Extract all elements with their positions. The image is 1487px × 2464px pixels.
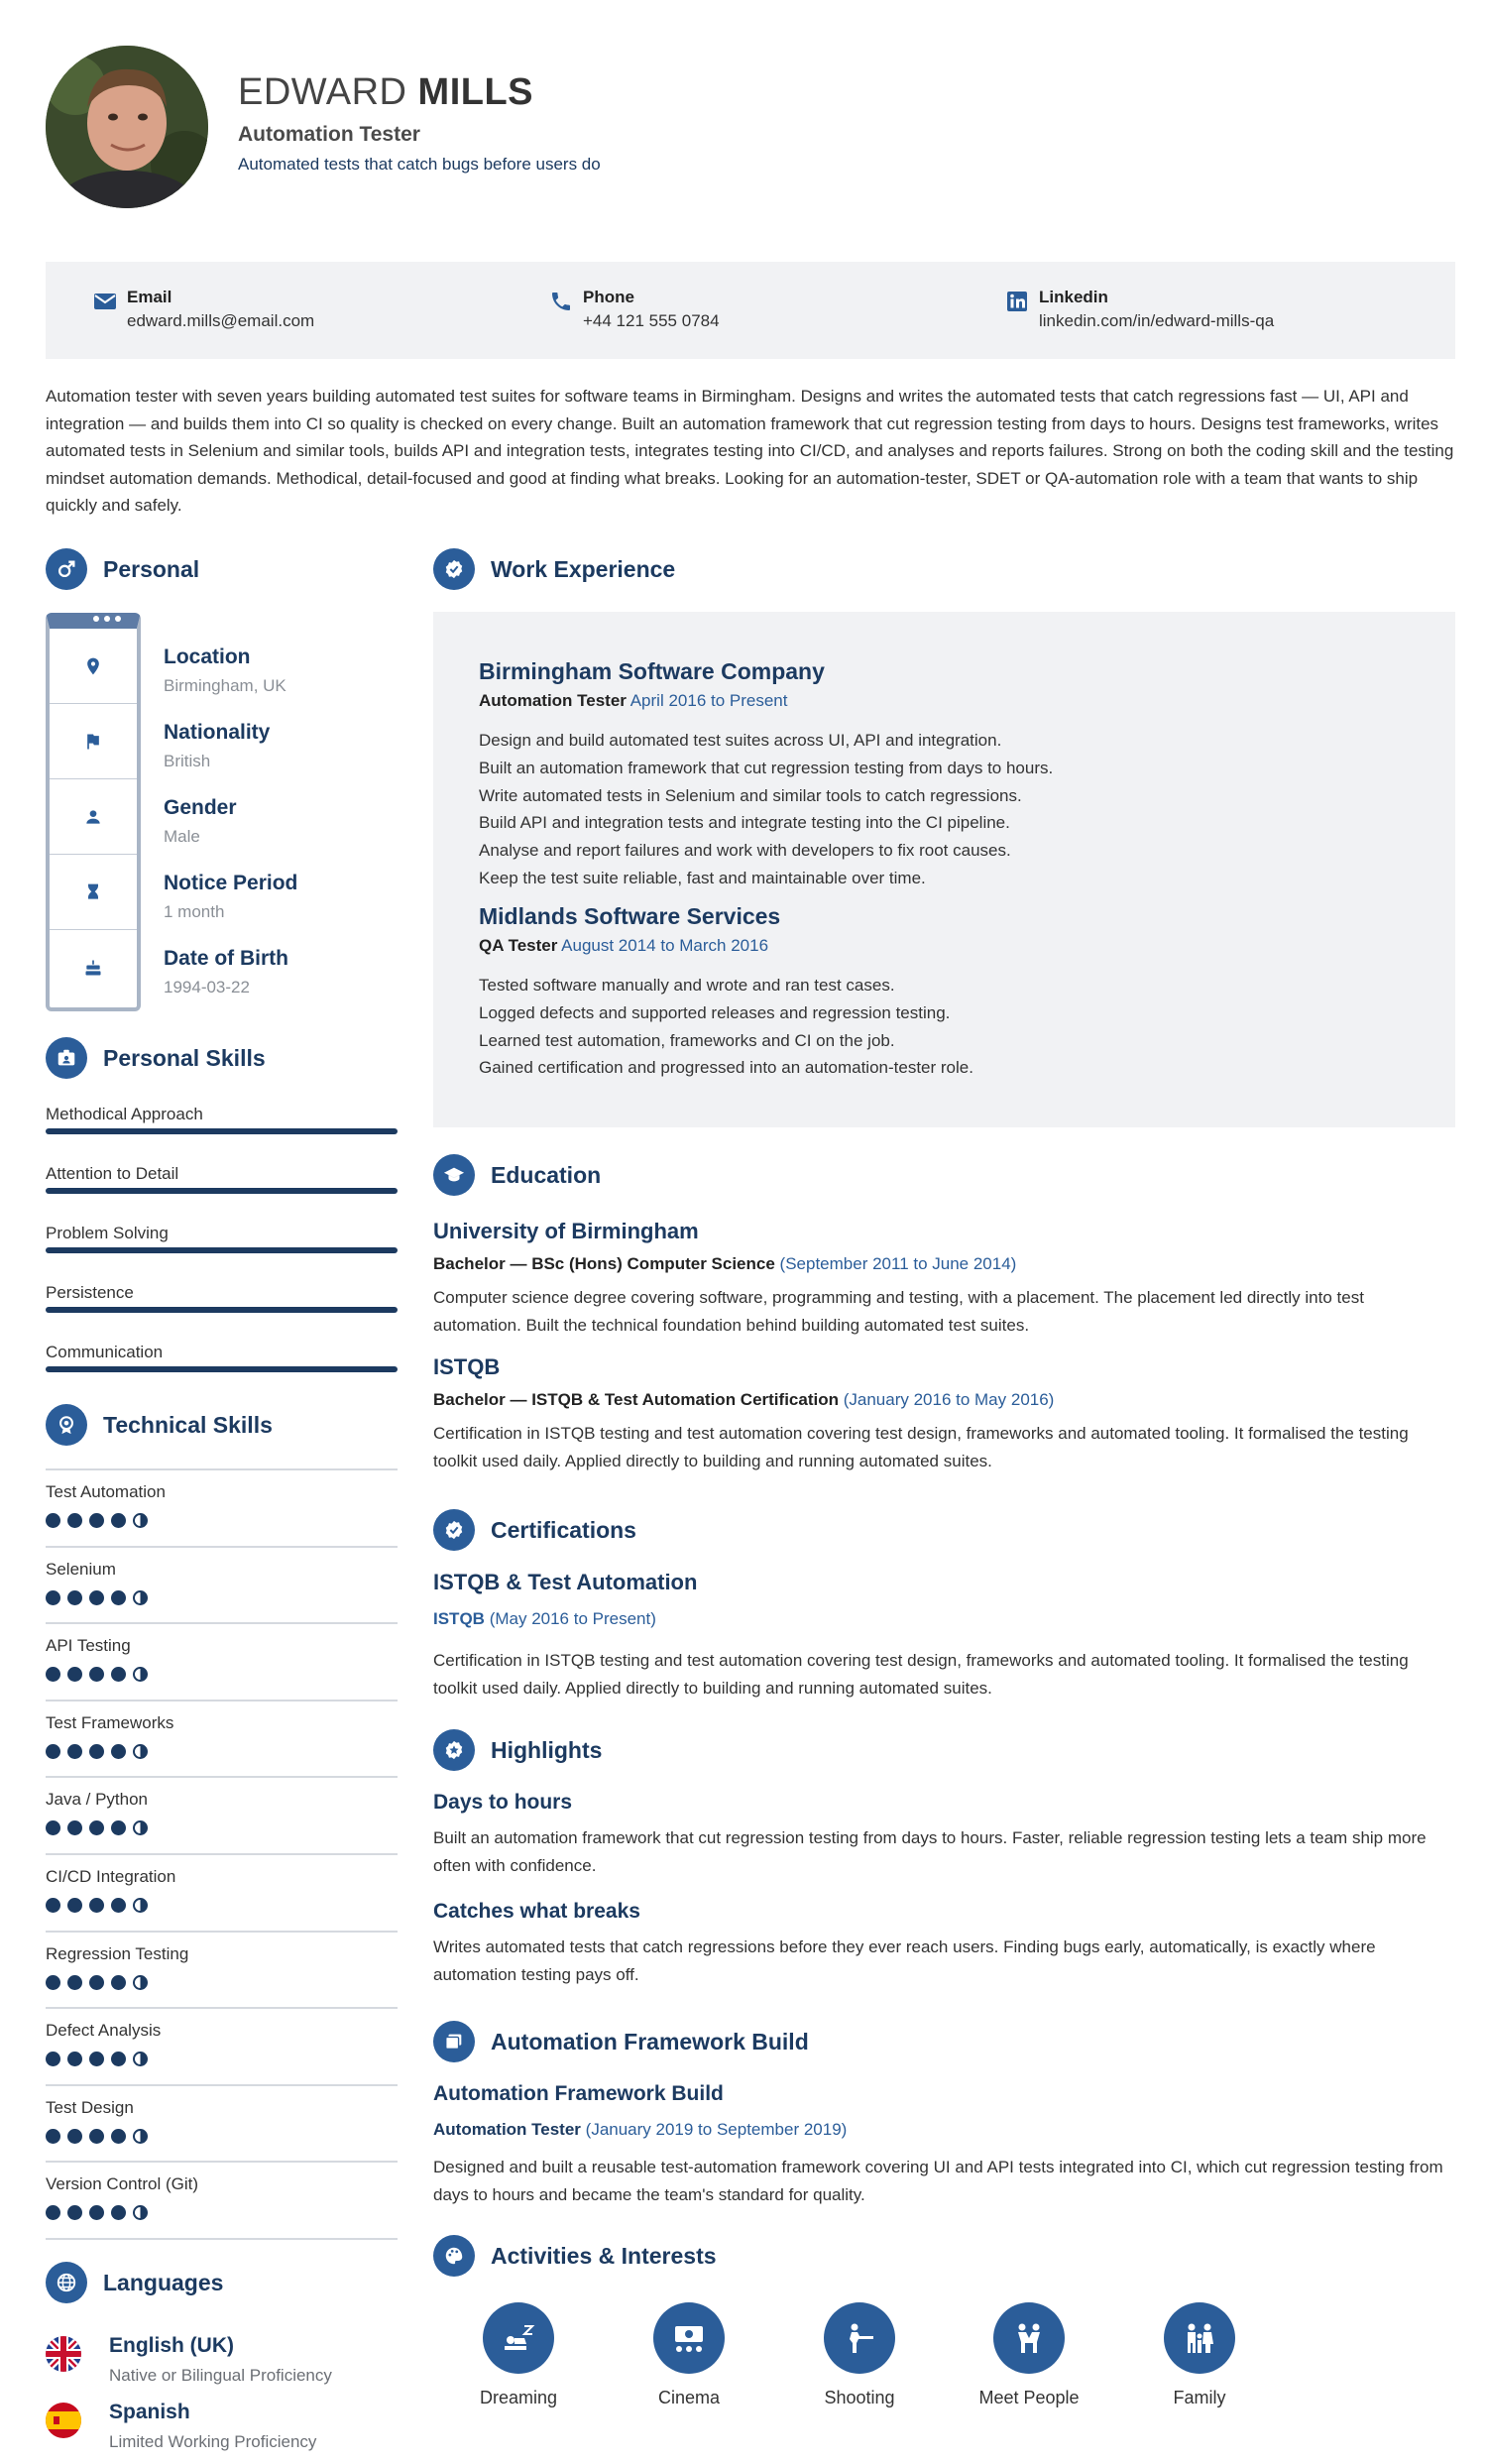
- hourglass-icon: [50, 855, 137, 930]
- skill-name: Regression Testing: [46, 1943, 189, 1963]
- contact-phone[interactable]: [549, 288, 720, 331]
- contact-email[interactable]: [93, 288, 314, 331]
- email-icon: [93, 290, 117, 313]
- technical-skill-item: [46, 1546, 398, 1605]
- tagline: Automated tests that catch bugs before users do: [238, 155, 601, 174]
- last-name: MILLS: [417, 71, 534, 113]
- job-bullet: Tested software manually and wrote and ran test cases.: [479, 976, 895, 995]
- degree-line: [433, 1390, 1455, 1410]
- candidate-name: [238, 71, 533, 114]
- degree: Bachelor — ISTQB & Test Automation Certification: [433, 1390, 839, 1409]
- folder-icon: [433, 2021, 475, 2062]
- technical-skill-item: [46, 2084, 398, 2144]
- rating-dot-full: [89, 2129, 104, 2144]
- skill-rating: [46, 1898, 398, 1913]
- rating-dot-full: [89, 1898, 104, 1913]
- work-experience-title: Work Experience: [491, 555, 676, 582]
- rating-dot-full: [89, 2052, 104, 2066]
- skill-rating: [46, 1667, 398, 1682]
- rating-dot-full: [111, 2052, 126, 2066]
- field-value: Male: [164, 827, 200, 846]
- personal-skills-title: Personal Skills: [103, 1044, 266, 1071]
- phone-label: Phone: [583, 288, 634, 306]
- personal-info-card: [46, 613, 141, 1011]
- skill-bar: [46, 1247, 398, 1253]
- job-role: [479, 691, 1430, 711]
- personal-field-nationality: [164, 721, 270, 771]
- gender-male-icon: [46, 548, 87, 590]
- star-badge-icon: [433, 1729, 475, 1771]
- field-value: Birmingham, UK: [164, 676, 286, 695]
- project-role: Automation Tester: [433, 2120, 581, 2139]
- education-entry: [433, 1354, 1455, 1475]
- id-badge-icon: [46, 1037, 87, 1079]
- rating-dot-full: [89, 1667, 104, 1682]
- technical-skills-title: Technical Skills: [103, 1411, 273, 1438]
- role-title: QA Tester: [479, 936, 558, 955]
- language-name: English (UK): [109, 2334, 234, 2357]
- highlights-heading: [433, 1729, 602, 1771]
- skill-name: Methodical Approach: [46, 1105, 203, 1123]
- interest-item: [960, 2302, 1098, 2408]
- certifications-title: Certifications: [491, 1516, 636, 1543]
- certification-dates: (May 2016 to Present): [489, 1609, 656, 1628]
- project-entry: [433, 2082, 1455, 2209]
- skill-name: Attention to Detail: [46, 1164, 179, 1183]
- language-name: Spanish: [109, 2401, 190, 2423]
- rating-dot-full: [46, 1513, 60, 1528]
- linkedin-label: Linkedin: [1039, 288, 1108, 306]
- rating-dot-half: [133, 1513, 148, 1528]
- skill-name: Defect Analysis: [46, 2021, 162, 2041]
- rating-dot-full: [111, 1513, 126, 1528]
- rating-dot-full: [89, 1744, 104, 1759]
- first-name: EDWARD: [238, 71, 407, 113]
- technical-skill-item: [46, 2161, 398, 2220]
- linkedin-value[interactable]: linkedin.com/in/edward-mills-qa: [1039, 311, 1275, 330]
- skill-name: Test Design: [46, 2097, 134, 2117]
- personal-field-location: [164, 645, 286, 696]
- shooting-icon: [824, 2302, 895, 2374]
- skill-rating: [46, 2052, 398, 2066]
- rating-dot-full: [111, 1820, 126, 1835]
- skill-rating: [46, 1820, 398, 1835]
- skill-name: CI/CD Integration: [46, 1867, 176, 1886]
- role-dates: April 2016 to Present: [629, 691, 788, 710]
- personal-skill-item: [46, 1283, 398, 1303]
- award-icon: [46, 1404, 87, 1446]
- job-entry: [479, 903, 1430, 1082]
- profile-photo: [46, 46, 208, 208]
- technical-skill-item: [46, 1700, 398, 1759]
- field-label: Date of Birth: [164, 947, 288, 970]
- education-entry: [433, 1219, 1455, 1340]
- field-label: Location: [164, 645, 251, 668]
- role-title: Automation Tester: [479, 691, 627, 710]
- verified-badge-icon: [433, 548, 475, 590]
- school-name: University of Birmingham: [433, 1219, 699, 1243]
- personal-section-heading: [46, 548, 199, 590]
- personal-skill-item: [46, 1224, 398, 1243]
- personal-field-date-of-birth: [164, 947, 288, 997]
- technical-skill-item: [46, 1622, 398, 1682]
- field-value: British: [164, 752, 211, 770]
- skill-name: Problem Solving: [46, 1224, 169, 1242]
- technical-skill-item: [46, 1931, 398, 1990]
- field-label: Nationality: [164, 721, 271, 744]
- rating-dot-half: [133, 2052, 148, 2066]
- graduation-cap-icon: [433, 1154, 475, 1196]
- job-bullet: Learned test automation, frameworks and CI on the job.: [479, 1030, 895, 1050]
- school-name: ISTQB: [433, 1354, 501, 1379]
- rating-dot-full: [67, 1513, 82, 1528]
- family-icon: [1164, 2302, 1235, 2374]
- profile-summary: Automation tester with seven years building automated test suites for software teams in Birmingham. Designs and writes the automated tests that catch regressions fast — UI, API and integration — and builds them into CI so quality is checked on every change. Built an automation framework that cut regression testing from days to hours. Designs test frameworks, writes automated tests in Selenium and similar tools, builds API and integration tests, integrates testing into CI/CD, and analyses and reports failures. Strong on both the coding skill and the testing mindset automation demands. Methodical, detail-focused and good at finding what breaks. Looking for an automation-tester, SDET or QA-automation role with a team that wants to ship quickly and safely.: [46, 387, 1454, 515]
- project-section-title: Automation Framework Build: [491, 2028, 809, 2054]
- rating-dot-full: [111, 1975, 126, 1990]
- highlight-title: Days to hours: [433, 1791, 573, 1814]
- rating-dot-half: [133, 1590, 148, 1605]
- degree-line: [433, 1254, 1455, 1274]
- rating-dot-full: [111, 1590, 126, 1605]
- contact-linkedin[interactable]: [1005, 288, 1274, 331]
- rating-dot-half: [133, 1898, 148, 1913]
- dreaming-icon: [483, 2302, 554, 2374]
- certification-issuer: ISTQB: [433, 1609, 485, 1628]
- languages-heading: [46, 2262, 223, 2303]
- certifications-heading: [433, 1509, 636, 1551]
- certification-issuer-line: [433, 1609, 1455, 1629]
- skill-name: Communication: [46, 1343, 164, 1361]
- degree: Bachelor — BSc (Hons) Computer Science: [433, 1254, 775, 1273]
- phone-value[interactable]: +44 121 555 0784: [583, 311, 720, 330]
- birthday-cake-icon: [50, 930, 137, 1005]
- rating-dot-full: [67, 1744, 82, 1759]
- certification-name: ISTQB & Test Automation: [433, 1570, 698, 1594]
- field-label: Notice Period: [164, 872, 298, 894]
- interest-item: [449, 2302, 588, 2408]
- interest-item: [1130, 2302, 1269, 2408]
- role-dates: August 2014 to March 2016: [561, 936, 769, 955]
- location-pin-icon: [50, 629, 137, 704]
- skill-name: Persistence: [46, 1283, 134, 1302]
- rating-dot-full: [67, 1820, 82, 1835]
- linkedin-icon: [1005, 290, 1029, 313]
- rating-dot-full: [46, 1820, 60, 1835]
- job-role: [479, 936, 1430, 956]
- rating-dot-full: [89, 1820, 104, 1835]
- certification-description: Certification in ISTQB testing and test automation covering test design, frameworks and automated tooling. It formalised the testing toolkit used daily. Applied directly to building and running automated suites.: [433, 1651, 1409, 1698]
- company-name: Birmingham Software Company: [479, 658, 825, 684]
- rating-dot-half: [133, 2205, 148, 2220]
- job-bullet: Write automated tests in Selenium and similar tools to catch regressions.: [479, 785, 1022, 805]
- technical-skill-item: [46, 2007, 398, 2066]
- education-heading: [433, 1154, 601, 1196]
- skill-rating: [46, 2129, 398, 2144]
- project-name: Automation Framework Build: [433, 2082, 724, 2105]
- languages-title: Languages: [103, 2269, 224, 2295]
- flag-icon: [50, 704, 137, 779]
- skill-rating: [46, 2205, 398, 2220]
- palette-icon: [433, 2235, 475, 2277]
- rating-dot-half: [133, 1975, 148, 1990]
- project-dates: (January 2019 to September 2019): [585, 2120, 848, 2139]
- rating-dot-half: [133, 1744, 148, 1759]
- rating-dot-full: [46, 1590, 60, 1605]
- interests-heading: [433, 2235, 717, 2277]
- email-value[interactable]: edward.mills@email.com: [127, 311, 315, 330]
- rating-dot-full: [46, 2129, 60, 2144]
- rating-dot-half: [133, 1667, 148, 1682]
- technical-skill-item: [46, 1468, 398, 1528]
- rating-dot-half: [133, 1820, 148, 1835]
- meet-people-icon: [993, 2302, 1065, 2374]
- job-bullet: Gained certification and progressed into an automation-tester role.: [479, 1058, 973, 1078]
- skill-rating: [46, 1744, 398, 1759]
- company-name: Midlands Software Services: [479, 903, 781, 929]
- rating-dot-full: [111, 1898, 126, 1913]
- certification-entry: [433, 1570, 1455, 1702]
- project-heading: [433, 2021, 809, 2062]
- contact-bar: [46, 262, 1455, 359]
- card-dots: [93, 616, 121, 622]
- work-experience-heading: [433, 548, 675, 590]
- certificate-badge-icon: [433, 1509, 475, 1551]
- skill-rating: [46, 1590, 398, 1605]
- phone-icon: [549, 290, 573, 313]
- highlight-description: Built an automation framework that cut regression testing from days to hours. Faster, reliable regression testing lets a team ship more often with confidence.: [433, 1828, 1427, 1875]
- rating-dot-full: [111, 1744, 126, 1759]
- field-label: Gender: [164, 796, 237, 819]
- rating-dot-full: [111, 1667, 126, 1682]
- personal-skill-item: [46, 1343, 398, 1362]
- job-title: Automation Tester: [238, 123, 420, 146]
- interests-title: Activities & Interests: [491, 2242, 717, 2269]
- language-level: Native or Bilingual Proficiency: [109, 2366, 332, 2385]
- interest-name: Dreaming: [479, 2388, 558, 2407]
- interest-item: [790, 2302, 929, 2408]
- rating-dot-full: [67, 2052, 82, 2066]
- skill-name: API Testing: [46, 1636, 131, 1656]
- project-description: Designed and built a reusable test-automation framework covering UI and API tests integrated into CI, which cut regression testing from days to hours and became the team's standard for quality.: [433, 2158, 1443, 2204]
- rating-dot-full: [111, 2129, 126, 2144]
- language-level: Limited Working Proficiency: [109, 2432, 317, 2451]
- personal-field-notice-period: [164, 872, 297, 922]
- job-bullet: Built an automation framework that cut regression testing from days to hours.: [479, 758, 1054, 777]
- rating-dot-full: [89, 1590, 104, 1605]
- skill-name: Version Control (Git): [46, 2174, 198, 2194]
- skill-name: Test Automation: [46, 1482, 166, 1501]
- skill-name: Java / Python: [46, 1790, 149, 1810]
- skill-rating: [46, 1513, 398, 1528]
- rating-dot-full: [46, 1975, 60, 1990]
- rating-dot-full: [67, 2129, 82, 2144]
- job-bullet: Keep the test suite reliable, fast and maintainable over time.: [479, 868, 926, 887]
- interest-name: Family: [1173, 2388, 1226, 2407]
- cinema-icon: [653, 2302, 725, 2374]
- job-bullet: Design and build automated test suites across UI, API and integration.: [479, 731, 1002, 750]
- interest-name: Meet People: [978, 2388, 1080, 2407]
- skill-bar: [46, 1307, 398, 1313]
- rating-dot-full: [89, 1975, 104, 1990]
- personal-skills-heading: [46, 1037, 266, 1079]
- rating-dot-full: [67, 1590, 82, 1605]
- technical-skills-heading: [46, 1404, 273, 1446]
- rating-dot-half: [133, 2129, 148, 2144]
- spain-flag-icon: [46, 2403, 81, 2438]
- personal-title: Personal: [103, 555, 200, 582]
- job-entry: [479, 658, 1430, 892]
- rating-dot-full: [67, 1975, 82, 1990]
- rating-dot-full: [111, 2205, 126, 2220]
- interest-item: [620, 2302, 758, 2408]
- rating-dot-full: [89, 2205, 104, 2220]
- skill-bar: [46, 1366, 398, 1372]
- personal-skill-item: [46, 1164, 398, 1184]
- technical-skill-item: [46, 1853, 398, 1913]
- education-dates: (September 2011 to June 2014): [779, 1254, 1017, 1273]
- rating-dot-full: [46, 1744, 60, 1759]
- highlights-title: Highlights: [491, 1736, 603, 1763]
- technical-skill-item: [46, 1776, 398, 1835]
- skill-name: Selenium: [46, 1559, 116, 1579]
- rating-dot-full: [89, 1513, 104, 1528]
- rating-dot-full: [46, 2205, 60, 2220]
- job-bullet: Analyse and report failures and work with developers to fix root causes.: [479, 841, 1011, 861]
- interest-name: Shooting: [824, 2388, 895, 2407]
- education-description: Certification in ISTQB testing and test automation covering test design, frameworks and automated tooling. It formalised the testing toolkit used daily. Applied directly to building and running automated suites.: [433, 1424, 1409, 1470]
- email-label: Email: [127, 288, 172, 306]
- job-bullets: [479, 972, 1430, 1082]
- field-value: 1994-03-22: [164, 978, 250, 997]
- rating-dot-full: [67, 2205, 82, 2220]
- person-icon: [50, 779, 137, 855]
- interest-name: Cinema: [657, 2388, 721, 2407]
- skill-rating: [46, 1975, 398, 1990]
- job-bullets: [479, 727, 1430, 892]
- skill-name: Test Frameworks: [46, 1712, 174, 1732]
- globe-icon: [46, 2262, 87, 2303]
- rating-dot-full: [46, 1667, 60, 1682]
- personal-skill-item: [46, 1105, 398, 1124]
- uk-flag-icon: [46, 2336, 81, 2372]
- personal-field-gender: [164, 796, 237, 847]
- highlight-entry: [433, 1900, 1455, 1989]
- job-bullet: Build API and integration tests and integrate testing into the CI pipeline.: [479, 813, 1010, 833]
- highlight-entry: [433, 1791, 1455, 1880]
- skill-bar: [46, 1188, 398, 1194]
- rating-dot-full: [67, 1898, 82, 1913]
- rating-dot-full: [46, 1898, 60, 1913]
- education-title: Education: [491, 1161, 602, 1188]
- education-dates: (January 2016 to May 2016): [843, 1390, 1055, 1409]
- highlight-description: Writes automated tests that catch regressions before they ever reach users. Finding bugs early, automatically, is exactly where automation testing pays off.: [433, 1937, 1376, 1984]
- education-description: Computer science degree covering software, programming and testing, with a placement. The placement led directly into test automation. Built the technical foundation behind building automated test suites.: [433, 1288, 1364, 1335]
- skills-divider: [46, 2238, 398, 2240]
- highlight-title: Catches what breaks: [433, 1900, 640, 1923]
- rating-dot-full: [46, 2052, 60, 2066]
- job-bullet: Logged defects and supported releases and regression testing.: [479, 1002, 951, 1022]
- project-role-line: [433, 2120, 1455, 2140]
- skill-bar: [46, 1128, 398, 1134]
- field-value: 1 month: [164, 902, 225, 921]
- rating-dot-full: [67, 1667, 82, 1682]
